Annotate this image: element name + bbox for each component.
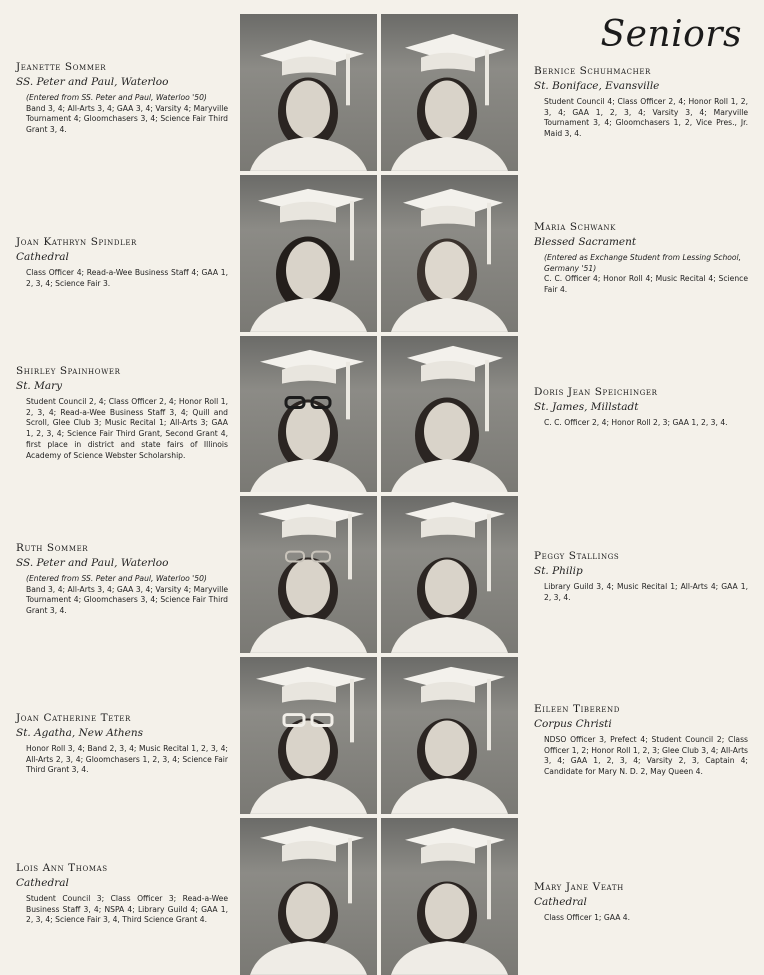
student-activities: C. C. Officer 2, 4; Honor Roll 2, 3; GAA 1, 2, 3, 4. [544, 417, 728, 427]
student-entry-shirley-spainhower [16, 364, 228, 462]
portrait-photo-shirley-spainhower [240, 336, 377, 493]
student-entry-doris-jean-speichinger [534, 385, 748, 429]
student-school: St. Agatha, New Athens [16, 726, 144, 739]
student-note: (Entered from SS. Peter and Paul, Waterloo '50) [26, 92, 207, 102]
page-title: Seniors [600, 14, 742, 55]
portrait-photo-jeanette-sommer [240, 14, 377, 171]
student-name: Peggy Stallings [534, 550, 620, 562]
student-name: Joan Kathryn Spindler [16, 236, 137, 248]
student-entry-bernice-schuhmacher [534, 64, 748, 140]
student-name: Eileen Tiberend [534, 703, 620, 715]
student-entry-joan-catherine-teter [16, 711, 228, 776]
student-school: St. James, Millstadt [534, 400, 639, 413]
student-activities: Band 3, 4; All-Arts 3, 4; GAA 3, 4; Varsity 4; Maryville Tournament 4; Gloomchasers 3, 4; Science Fair Third Grant 3, 4. [26, 103, 228, 135]
student-name: Joan Catherine Teter [16, 712, 131, 724]
student-activities: Library Guild 3, 4; Music Recital 1; All-Arts 4; GAA 1, 2, 3, 4. [544, 581, 748, 602]
portrait-grid [240, 14, 518, 975]
student-entry-ruth-sommer [16, 541, 228, 617]
portrait-photo-mary-jane-veath [381, 818, 518, 975]
portrait-photo-bernice-schuhmacher [381, 14, 518, 171]
student-entry-lois-ann-thomas [16, 861, 228, 926]
student-note: (Entered as Exchange Student from Lessing School, Germany '51) [544, 252, 742, 273]
student-entry-joan-kathryn-spindler [16, 235, 228, 289]
student-activities: Honor Roll 3, 4; Band 2, 3, 4; Music Recital 1, 2, 3, 4; All-Arts 2, 3, 4; Gloomchasers 1, 2, 3, 4; Science Fair Third Grant 3, 4. [26, 743, 228, 775]
student-school: Corpus Christi [534, 717, 612, 730]
student-activities: Band 3, 4; All-Arts 3, 4; GAA 3, 4; Varsity 4; Maryville Tournament 4; Gloomchasers 3, 4; Science Fair Third Grant 3, 4. [26, 584, 228, 616]
student-activities: Student Council 3; Class Officer 3; Read-a-Wee Business Staff 3, 4; NSPA 4; Library Guild 4; GAA 1, 2, 3, 4; Science Fair 3, 4, Third Science Grant 4. [26, 893, 228, 925]
portrait-photo-joan-kathryn-spindler [240, 175, 377, 332]
student-entry-maria-schwank [534, 220, 748, 296]
student-school: St. Philip [534, 564, 583, 577]
student-name: Mary Jane Veath [534, 881, 624, 893]
student-entry-jeanette-sommer [16, 60, 228, 136]
student-activities: Student Council 4; Class Officer 2, 4; Honor Roll 1, 2, 3, 4; GAA 1, 2, 3, 4; Varsity 3, 4; Maryville Tournament 3, 4; Gloomchasers 1, 2, Vice Pres., Jr. Maid 3, 4. [544, 96, 748, 139]
portrait-photo-ruth-sommer [240, 496, 377, 653]
portrait-photo-lois-ann-thomas [240, 818, 377, 975]
student-name: Doris Jean Speichinger [534, 386, 658, 398]
student-school: SS. Peter and Paul, Waterloo [16, 556, 169, 569]
portrait-photo-eileen-tiberend [381, 657, 518, 814]
student-name: Jeanette Sommer [16, 61, 107, 73]
student-name: Bernice Schuhmacher [534, 65, 651, 77]
student-entry-eileen-tiberend [534, 702, 748, 778]
student-school: Cathedral [16, 876, 69, 889]
student-school: Blessed Sacrament [534, 235, 637, 248]
student-name: Maria Schwank [534, 221, 616, 233]
student-activities: Class Officer 1; GAA 4. [544, 912, 631, 922]
student-name: Ruth Sommer [16, 542, 89, 554]
student-activities: C. C. Officer 4; Honor Roll 4; Music Recital 4; Science Fair 4. [544, 274, 748, 295]
student-school: Cathedral [16, 250, 69, 263]
student-name: Shirley Spainhower [16, 365, 121, 377]
student-activities: Student Council 2, 4; Class Officer 2, 4; Honor Roll 1, 2, 3, 4; Read-a-Wee Business Staff 3, 4; Quill and Scroll, Glee Club 3; Music Recital 1; All-Arts 3; GAA 1, 2, 3, 4; Science Fair Third Grant, Second Grant 4, first place in district and state fairs of Illinois Academy of Science Webster Scholarship. [26, 396, 228, 460]
student-school: Cathedral [534, 895, 587, 908]
student-note: (Entered from SS. Peter and Paul, Waterloo '50) [26, 573, 207, 583]
portrait-photo-doris-jean-speichinger [381, 336, 518, 493]
student-entry-mary-jane-veath [534, 880, 748, 924]
student-activities: NDSO Officer 3, Prefect 4; Student Council 2; Class Officer 1, 2; Honor Roll 1, 2, 3; Glee Club 3, 4; All-Arts 3, 4; GAA 1, 2, 3, 4; Varsity 2, 3, Captain 4; Candidate for Mary N. D. 2, May Queen 4. [544, 734, 748, 777]
student-school: St. Boniface, Evansville [534, 79, 660, 92]
student-school: SS. Peter and Paul, Waterloo [16, 75, 169, 88]
portrait-photo-maria-schwank [381, 175, 518, 332]
student-activities: Class Officer 4; Read-a-Wee Business Staff 4; GAA 1, 2, 3, 4; Science Fair 3. [26, 267, 228, 288]
student-name: Lois Ann Thomas [16, 862, 108, 874]
student-school: St. Mary [16, 379, 63, 392]
portrait-photo-peggy-stallings [381, 496, 518, 653]
portrait-photo-joan-catherine-teter [240, 657, 377, 814]
student-entry-peggy-stallings [534, 549, 748, 603]
